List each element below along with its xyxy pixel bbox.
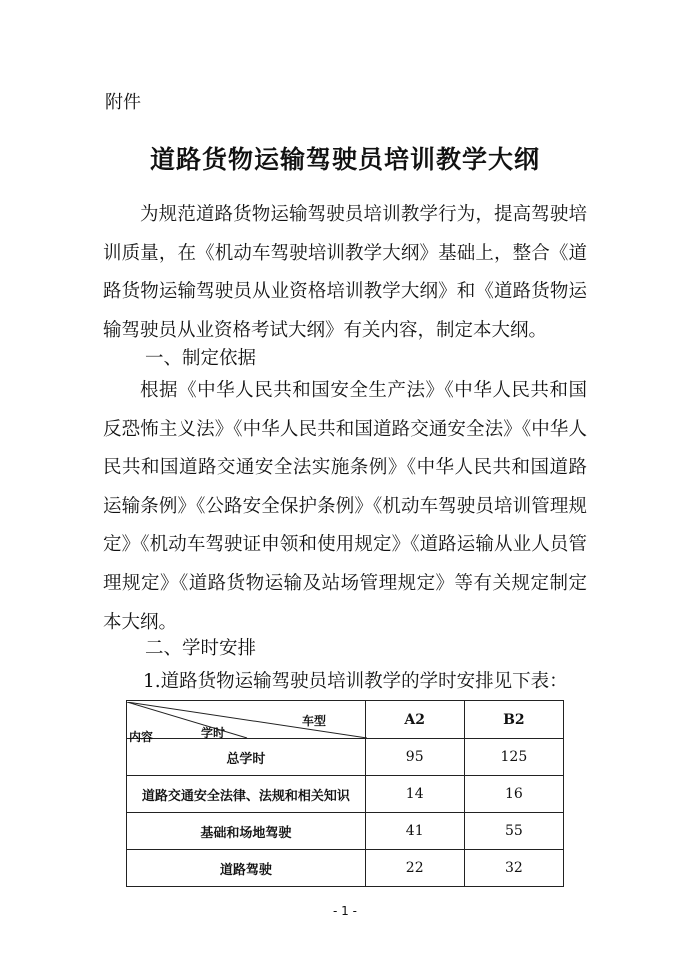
cell-b2: 125 xyxy=(464,739,563,776)
column-header-b2: B2 xyxy=(464,701,563,739)
section-heading-basis: 一、制定依据 xyxy=(145,348,257,369)
diagonal-lines xyxy=(127,702,367,738)
column-header-a2: A2 xyxy=(365,701,464,739)
intro-paragraph: 为规范道路货物运输驾驶员培训教学行为，提高驾驶培训质量，在《机动车驾驶培训教学大纲》基础上，整合《道路货物运输驾驶员从业资格培训教学大纲》和《道路货物运输驾驶员从业资格考试大纲》有关内容，制定本大纲。 xyxy=(103,204,587,341)
section-heading-hours: 二、学时安排 xyxy=(145,638,257,659)
cell-a2: 14 xyxy=(365,776,464,813)
cell-b2: 55 xyxy=(464,813,563,850)
attachment-label: 附件 xyxy=(105,92,141,113)
corner-label-content: 内容 xyxy=(129,729,154,744)
document-title: 道路货物运输驾驶员培训教学大纲 xyxy=(149,145,540,174)
table-row xyxy=(127,813,564,850)
table-row xyxy=(127,739,564,776)
hours-table xyxy=(126,700,564,887)
page-number: - 1 - xyxy=(333,904,357,918)
table-row xyxy=(127,850,564,887)
row-label: 道路交通安全法律、法规和相关知识 xyxy=(127,776,366,813)
table-corner-cell xyxy=(127,701,366,744)
cell-a2: 22 xyxy=(365,850,464,887)
row-label: 基础和场地驾驶 xyxy=(127,813,366,850)
table-header-row xyxy=(127,701,564,739)
cell-b2: 16 xyxy=(464,776,563,813)
row-label: 道路驾驶 xyxy=(127,850,366,887)
cell-a2: 41 xyxy=(365,813,464,850)
corner-label-vehicle-type: 车型 xyxy=(302,713,327,728)
cell-b2: 32 xyxy=(464,850,563,887)
cell-a2: 95 xyxy=(365,739,464,776)
section-body-basis: 根据《中华人民共和国安全生产法》《中华人民共和国反恐怖主义法》《中华人民共和国道路交通安全法》《中华人民共和国道路交通安全法实施条例》《中华人民共和国道路运输条例》《公路安全保护条例》《机动车驾驶员培训管理规定》《机动车驾驶证申领和使用规定》《道路运输从业人员管理规定》《道路货物运输及站场管理规定》等有关规定制定本大纲。 xyxy=(103,380,587,633)
table-intro: 1.道路货物运输驾驶员培训教学的学时安排见下表： xyxy=(143,671,568,692)
row-label: 总学时 xyxy=(127,739,366,776)
corner-label-hours: 学时 xyxy=(201,725,226,740)
table-row xyxy=(127,776,564,813)
